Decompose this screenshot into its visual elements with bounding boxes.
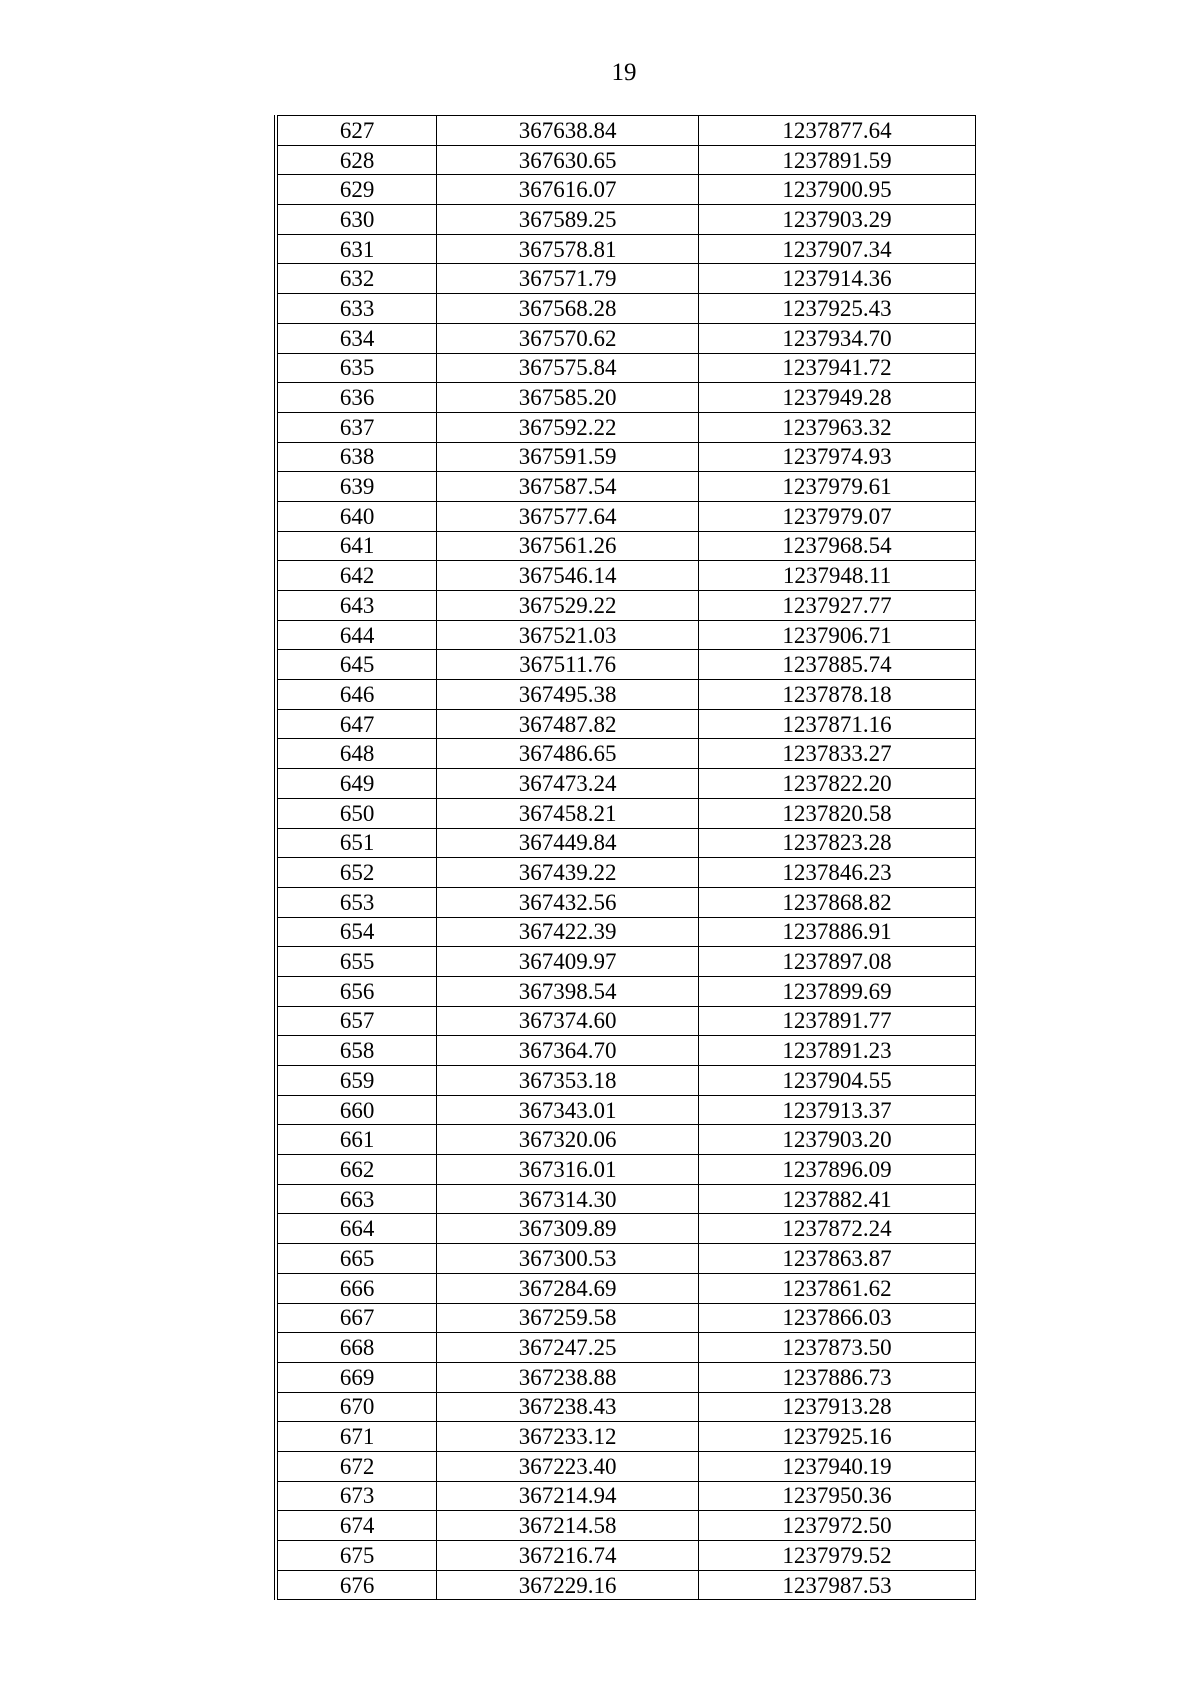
y-coordinate-cell: 1237868.82 — [699, 887, 976, 917]
table-row — [276, 769, 976, 799]
y-coordinate-cell: 1237882.41 — [699, 1184, 976, 1214]
x-coordinate-cell: 367214.94 — [437, 1481, 699, 1511]
x-coordinate-cell: 367630.65 — [437, 145, 699, 175]
x-coordinate-cell: 367214.58 — [437, 1511, 699, 1541]
x-coordinate-cell: 367571.79 — [437, 264, 699, 294]
y-coordinate-cell: 1237949.28 — [699, 383, 976, 413]
y-coordinate-cell: 1237948.11 — [699, 561, 976, 591]
y-coordinate-cell: 1237886.91 — [699, 917, 976, 947]
point-number-cell: 633 — [276, 294, 437, 324]
point-number-cell: 641 — [276, 531, 437, 561]
point-number-cell: 669 — [276, 1362, 437, 1392]
point-number-cell: 653 — [276, 887, 437, 917]
y-coordinate-cell: 1237903.29 — [699, 205, 976, 235]
table-row — [276, 739, 976, 769]
x-coordinate-cell: 367487.82 — [437, 709, 699, 739]
x-coordinate-cell: 367585.20 — [437, 383, 699, 413]
y-coordinate-cell: 1237907.34 — [699, 234, 976, 264]
point-number-cell: 630 — [276, 205, 437, 235]
table-row — [276, 798, 976, 828]
y-coordinate-cell: 1237979.61 — [699, 472, 976, 502]
point-number-cell: 674 — [276, 1511, 437, 1541]
table-row — [276, 1155, 976, 1185]
x-coordinate-cell: 367364.70 — [437, 1036, 699, 1066]
y-coordinate-cell: 1237974.93 — [699, 442, 976, 472]
table-row — [276, 1214, 976, 1244]
table-row — [276, 1036, 976, 1066]
y-coordinate-cell: 1237904.55 — [699, 1066, 976, 1096]
table-row — [276, 116, 976, 146]
x-coordinate-cell: 367529.22 — [437, 591, 699, 621]
y-coordinate-cell: 1237897.08 — [699, 947, 976, 977]
y-coordinate-cell: 1237963.32 — [699, 412, 976, 442]
x-coordinate-cell: 367575.84 — [437, 353, 699, 383]
table-row — [276, 323, 976, 353]
y-coordinate-cell: 1237877.64 — [699, 116, 976, 146]
y-coordinate-cell: 1237903.20 — [699, 1125, 976, 1155]
table-row — [276, 264, 976, 294]
table-row — [276, 1273, 976, 1303]
y-coordinate-cell: 1237979.52 — [699, 1541, 976, 1571]
table-row — [276, 383, 976, 413]
x-coordinate-cell: 367439.22 — [437, 858, 699, 888]
table-row — [276, 1511, 976, 1541]
point-number-cell: 636 — [276, 383, 437, 413]
point-number-cell: 651 — [276, 828, 437, 858]
x-coordinate-cell: 367473.24 — [437, 769, 699, 799]
y-coordinate-cell: 1237968.54 — [699, 531, 976, 561]
point-number-cell: 672 — [276, 1451, 437, 1481]
table-row — [276, 234, 976, 264]
point-number-cell: 628 — [276, 145, 437, 175]
x-coordinate-cell: 367259.58 — [437, 1303, 699, 1333]
x-coordinate-cell: 367422.39 — [437, 917, 699, 947]
y-coordinate-cell: 1237885.74 — [699, 650, 976, 680]
table-row — [276, 1303, 976, 1333]
table-row — [276, 680, 976, 710]
x-coordinate-cell: 367592.22 — [437, 412, 699, 442]
y-coordinate-cell: 1237941.72 — [699, 353, 976, 383]
table-row — [276, 591, 976, 621]
x-coordinate-cell: 367432.56 — [437, 887, 699, 917]
table-row — [276, 294, 976, 324]
y-coordinate-cell: 1237891.59 — [699, 145, 976, 175]
point-number-cell: 676 — [276, 1570, 437, 1600]
point-number-cell: 665 — [276, 1244, 437, 1274]
x-coordinate-cell: 367398.54 — [437, 976, 699, 1006]
x-coordinate-cell: 367314.30 — [437, 1184, 699, 1214]
table-row — [276, 531, 976, 561]
x-coordinate-cell: 367247.25 — [437, 1333, 699, 1363]
point-number-cell: 627 — [276, 116, 437, 146]
x-coordinate-cell: 367343.01 — [437, 1095, 699, 1125]
point-number-cell: 675 — [276, 1541, 437, 1571]
y-coordinate-cell: 1237934.70 — [699, 323, 976, 353]
table-row — [276, 1066, 976, 1096]
x-coordinate-cell: 367589.25 — [437, 205, 699, 235]
x-coordinate-cell: 367238.88 — [437, 1362, 699, 1392]
table-row — [276, 650, 976, 680]
y-coordinate-cell: 1237913.37 — [699, 1095, 976, 1125]
point-number-cell: 632 — [276, 264, 437, 294]
point-number-cell: 635 — [276, 353, 437, 383]
point-number-cell: 666 — [276, 1273, 437, 1303]
table-row — [276, 917, 976, 947]
table-row — [276, 175, 976, 205]
table-row — [276, 1570, 976, 1600]
x-coordinate-cell: 367238.43 — [437, 1392, 699, 1422]
point-number-cell: 659 — [276, 1066, 437, 1096]
x-coordinate-cell: 367587.54 — [437, 472, 699, 502]
point-number-cell: 658 — [276, 1036, 437, 1066]
table-row — [276, 442, 976, 472]
table-row — [276, 1184, 976, 1214]
x-coordinate-cell: 367233.12 — [437, 1422, 699, 1452]
x-coordinate-cell: 367521.03 — [437, 620, 699, 650]
y-coordinate-cell: 1237872.24 — [699, 1214, 976, 1244]
y-coordinate-cell: 1237987.53 — [699, 1570, 976, 1600]
table-row — [276, 1333, 976, 1363]
x-coordinate-cell: 367320.06 — [437, 1125, 699, 1155]
table-row — [276, 412, 976, 442]
y-coordinate-cell: 1237846.23 — [699, 858, 976, 888]
point-number-cell: 638 — [276, 442, 437, 472]
point-number-cell: 629 — [276, 175, 437, 205]
point-number-cell: 647 — [276, 709, 437, 739]
table-row — [276, 1422, 976, 1452]
y-coordinate-cell: 1237878.18 — [699, 680, 976, 710]
table-row — [276, 561, 976, 591]
x-coordinate-cell: 367353.18 — [437, 1066, 699, 1096]
x-coordinate-cell: 367561.26 — [437, 531, 699, 561]
point-number-cell: 655 — [276, 947, 437, 977]
point-number-cell: 640 — [276, 501, 437, 531]
y-coordinate-cell: 1237833.27 — [699, 739, 976, 769]
point-number-cell: 671 — [276, 1422, 437, 1452]
x-coordinate-cell: 367511.76 — [437, 650, 699, 680]
x-coordinate-cell: 367577.64 — [437, 501, 699, 531]
y-coordinate-cell: 1237899.69 — [699, 976, 976, 1006]
x-coordinate-cell: 367316.01 — [437, 1155, 699, 1185]
coordinates-table — [274, 115, 976, 1600]
table-row — [276, 1095, 976, 1125]
x-coordinate-cell: 367458.21 — [437, 798, 699, 828]
table-row — [276, 205, 976, 235]
y-coordinate-cell: 1237896.09 — [699, 1155, 976, 1185]
x-coordinate-cell: 367309.89 — [437, 1214, 699, 1244]
y-coordinate-cell: 1237866.03 — [699, 1303, 976, 1333]
table-row — [276, 472, 976, 502]
y-coordinate-cell: 1237925.43 — [699, 294, 976, 324]
point-number-cell: 673 — [276, 1481, 437, 1511]
y-coordinate-cell: 1237914.36 — [699, 264, 976, 294]
x-coordinate-cell: 367409.97 — [437, 947, 699, 977]
point-number-cell: 645 — [276, 650, 437, 680]
x-coordinate-cell: 367638.84 — [437, 116, 699, 146]
point-number-cell: 631 — [276, 234, 437, 264]
table-row — [276, 1451, 976, 1481]
point-number-cell: 649 — [276, 769, 437, 799]
page-number: 19 — [611, 59, 637, 86]
y-coordinate-cell: 1237886.73 — [699, 1362, 976, 1392]
point-number-cell: 648 — [276, 739, 437, 769]
table-row — [276, 145, 976, 175]
y-coordinate-cell: 1237979.07 — [699, 501, 976, 531]
point-number-cell: 661 — [276, 1125, 437, 1155]
table-row — [276, 976, 976, 1006]
x-coordinate-cell: 367568.28 — [437, 294, 699, 324]
y-coordinate-cell: 1237863.87 — [699, 1244, 976, 1274]
x-coordinate-cell: 367216.74 — [437, 1541, 699, 1571]
table-row — [276, 1125, 976, 1155]
x-coordinate-cell: 367223.40 — [437, 1451, 699, 1481]
table-row — [276, 947, 976, 977]
x-coordinate-cell: 367616.07 — [437, 175, 699, 205]
table-row — [276, 1481, 976, 1511]
y-coordinate-cell: 1237820.58 — [699, 798, 976, 828]
point-number-cell: 646 — [276, 680, 437, 710]
point-number-cell: 652 — [276, 858, 437, 888]
x-coordinate-cell: 367374.60 — [437, 1006, 699, 1036]
point-number-cell: 670 — [276, 1392, 437, 1422]
table-row — [276, 1541, 976, 1571]
table-row — [276, 620, 976, 650]
table-row — [276, 501, 976, 531]
y-coordinate-cell: 1237891.23 — [699, 1036, 976, 1066]
x-coordinate-cell: 367546.14 — [437, 561, 699, 591]
y-coordinate-cell: 1237925.16 — [699, 1422, 976, 1452]
y-coordinate-cell: 1237891.77 — [699, 1006, 976, 1036]
y-coordinate-cell: 1237906.71 — [699, 620, 976, 650]
x-coordinate-cell: 367449.84 — [437, 828, 699, 858]
table-row — [276, 709, 976, 739]
x-coordinate-cell: 367229.16 — [437, 1570, 699, 1600]
y-coordinate-cell: 1237972.50 — [699, 1511, 976, 1541]
point-number-cell: 664 — [276, 1214, 437, 1244]
point-number-cell: 637 — [276, 412, 437, 442]
x-coordinate-cell: 367284.69 — [437, 1273, 699, 1303]
point-number-cell: 650 — [276, 798, 437, 828]
point-number-cell: 660 — [276, 1095, 437, 1125]
point-number-cell: 657 — [276, 1006, 437, 1036]
y-coordinate-cell: 1237873.50 — [699, 1333, 976, 1363]
table-row — [276, 1362, 976, 1392]
y-coordinate-cell: 1237940.19 — [699, 1451, 976, 1481]
y-coordinate-cell: 1237871.16 — [699, 709, 976, 739]
y-coordinate-cell: 1237822.20 — [699, 769, 976, 799]
table-row — [276, 1244, 976, 1274]
table-row — [276, 1006, 976, 1036]
point-number-cell: 643 — [276, 591, 437, 621]
table-row — [276, 887, 976, 917]
y-coordinate-cell: 1237900.95 — [699, 175, 976, 205]
x-coordinate-cell: 367495.38 — [437, 680, 699, 710]
point-number-cell: 668 — [276, 1333, 437, 1363]
point-number-cell: 639 — [276, 472, 437, 502]
x-coordinate-cell: 367570.62 — [437, 323, 699, 353]
y-coordinate-cell: 1237861.62 — [699, 1273, 976, 1303]
table-row — [276, 1392, 976, 1422]
table-row — [276, 353, 976, 383]
point-number-cell: 663 — [276, 1184, 437, 1214]
y-coordinate-cell: 1237950.36 — [699, 1481, 976, 1511]
x-coordinate-cell: 367486.65 — [437, 739, 699, 769]
x-coordinate-cell: 367578.81 — [437, 234, 699, 264]
coordinates-table-body — [276, 116, 976, 1600]
point-number-cell: 642 — [276, 561, 437, 591]
table-row — [276, 858, 976, 888]
point-number-cell: 644 — [276, 620, 437, 650]
point-number-cell: 667 — [276, 1303, 437, 1333]
point-number-cell: 656 — [276, 976, 437, 1006]
point-number-cell: 654 — [276, 917, 437, 947]
table-row — [276, 828, 976, 858]
y-coordinate-cell: 1237913.28 — [699, 1392, 976, 1422]
point-number-cell: 634 — [276, 323, 437, 353]
x-coordinate-cell: 367300.53 — [437, 1244, 699, 1274]
x-coordinate-cell: 367591.59 — [437, 442, 699, 472]
y-coordinate-cell: 1237927.77 — [699, 591, 976, 621]
y-coordinate-cell: 1237823.28 — [699, 828, 976, 858]
point-number-cell: 662 — [276, 1155, 437, 1185]
